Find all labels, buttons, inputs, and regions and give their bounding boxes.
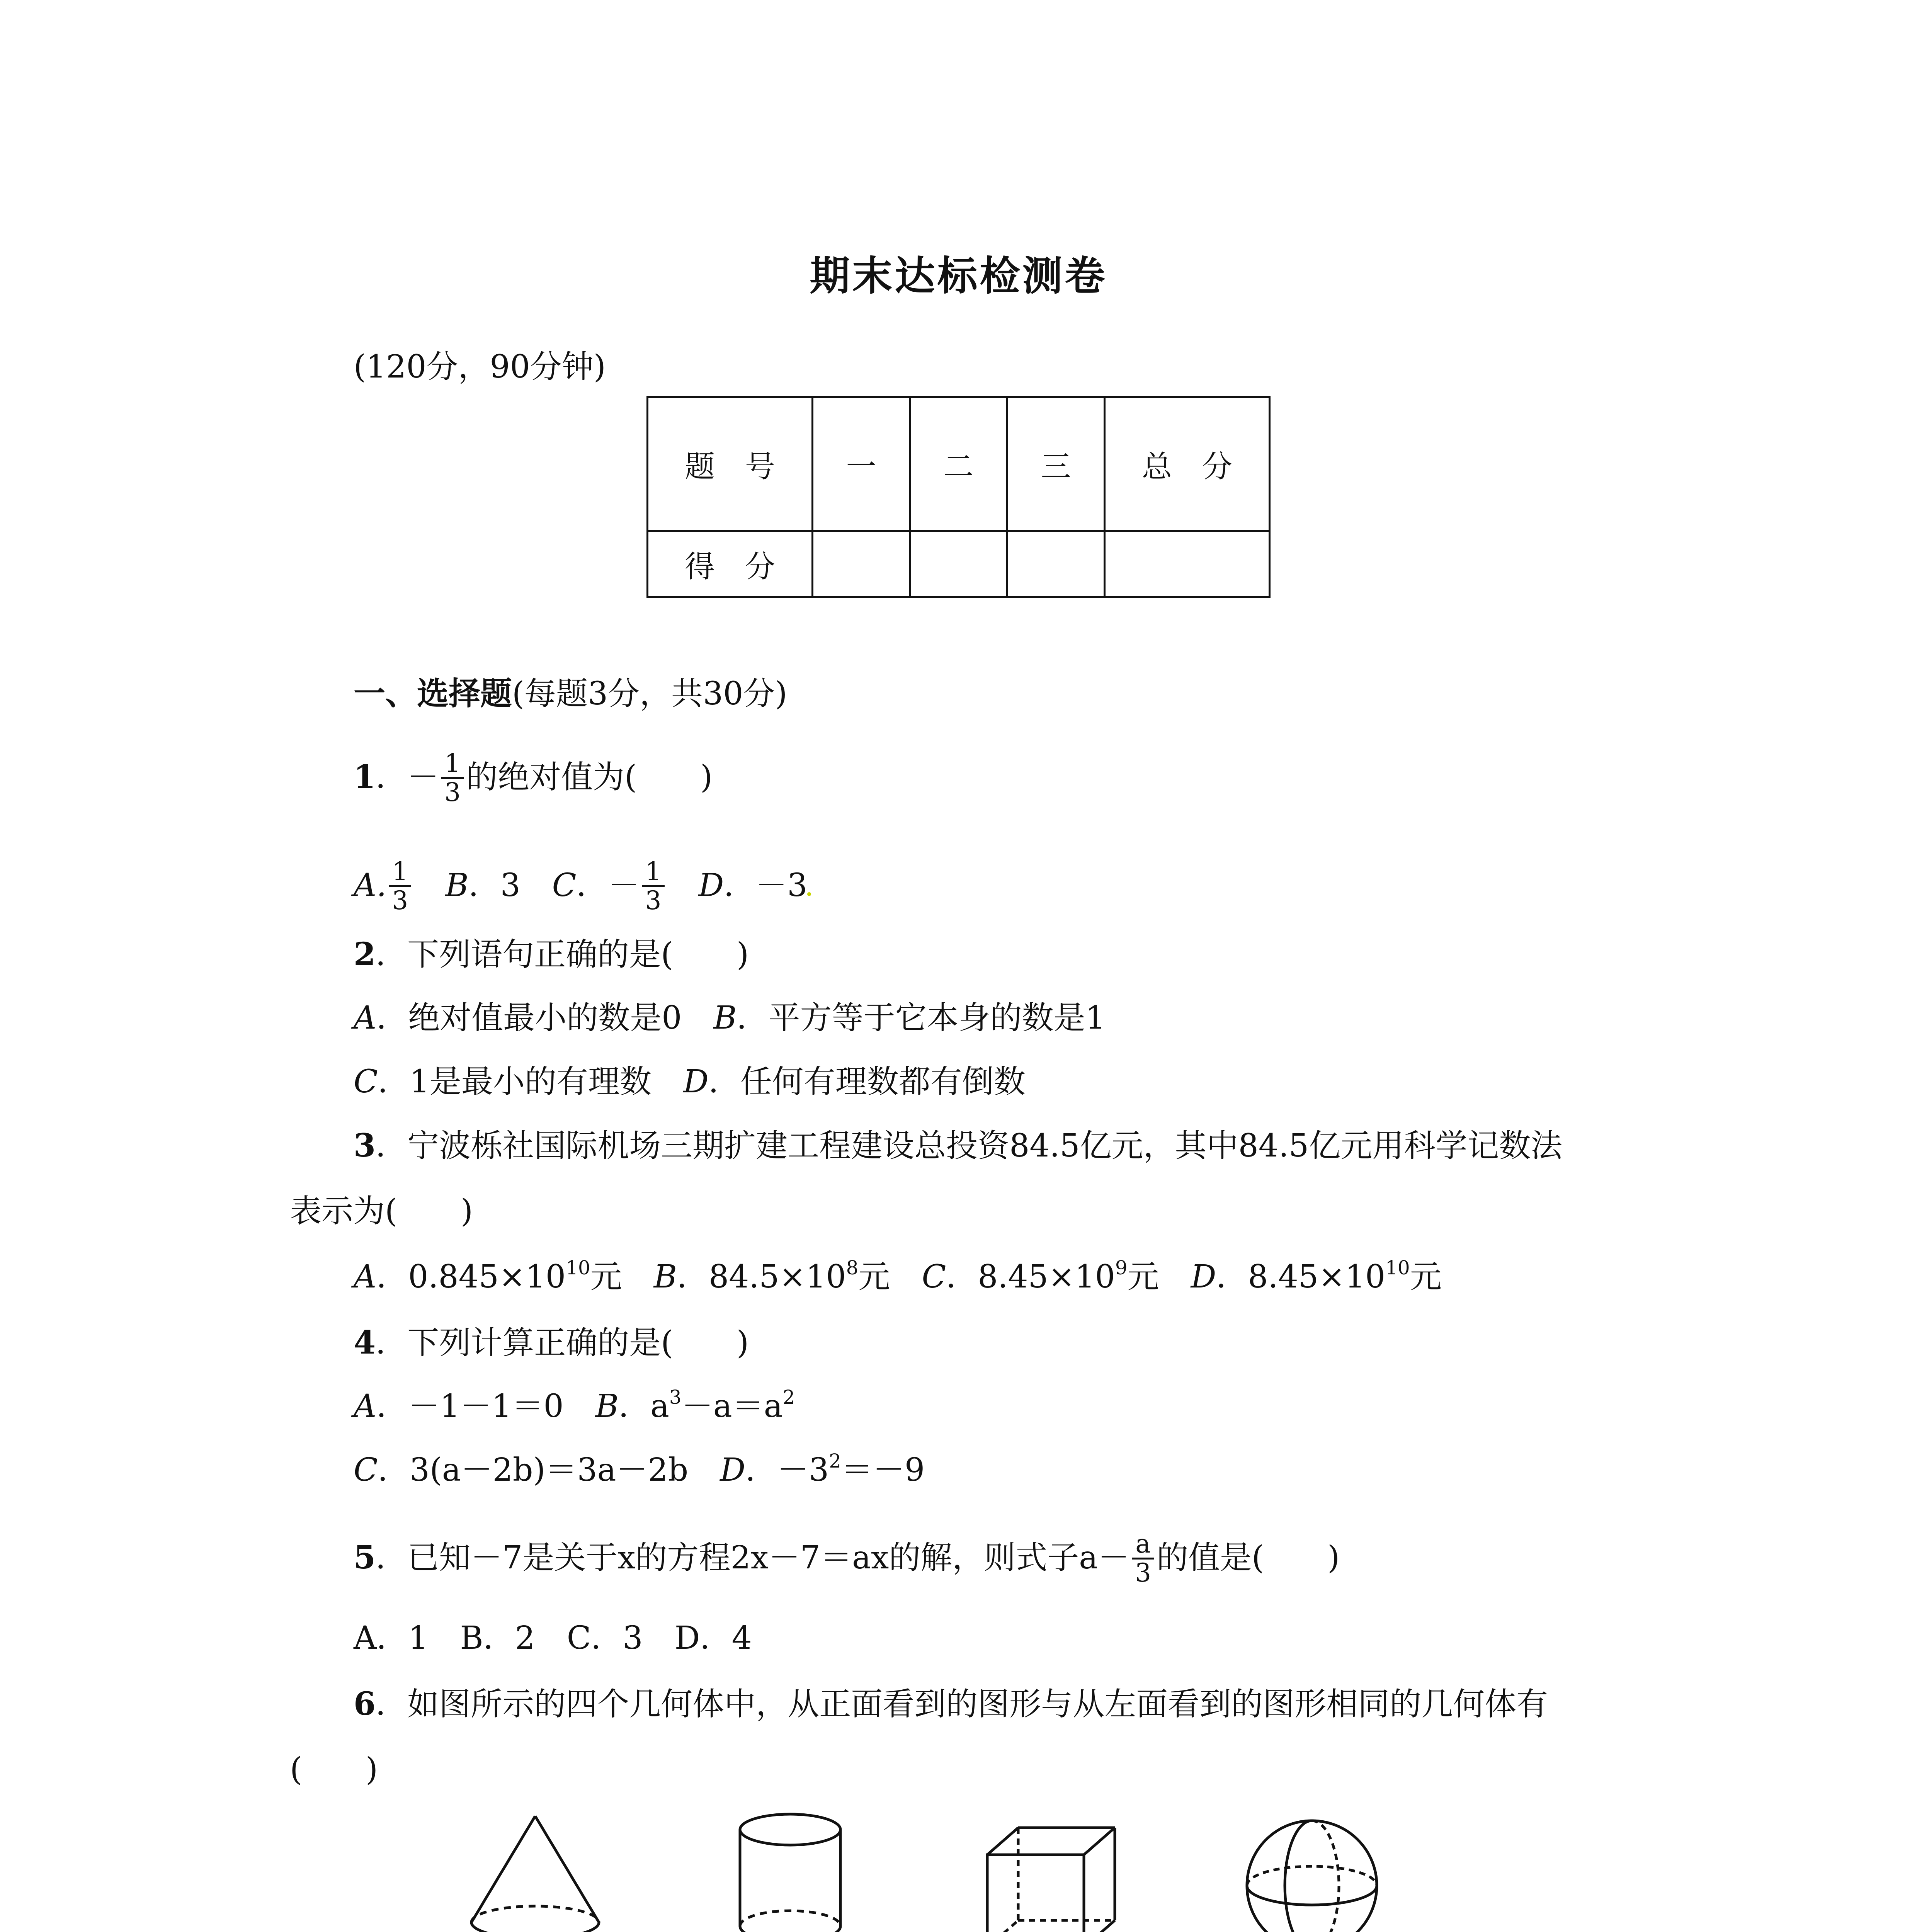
fraction-denominator: 3	[645, 886, 662, 915]
exponent: 10	[1385, 1256, 1410, 1279]
question-number: 5	[354, 1539, 376, 1576]
question-number: 4	[354, 1324, 376, 1361]
section-title: 一、选择题	[354, 675, 512, 712]
exponent: 2	[829, 1449, 841, 1472]
exponent: 8	[846, 1256, 859, 1279]
exponent: 3	[669, 1386, 682, 1408]
option-text: ．8.45×10	[946, 1259, 1115, 1295]
question-stem: ．宁波栎社国际机场三期扩建工程建设总投资84.5亿元，其中84.5亿元用科学记数法	[376, 1128, 1563, 1164]
option-label: B	[713, 1000, 737, 1036]
exponent: 2	[782, 1386, 795, 1408]
option-label: A	[354, 1259, 377, 1295]
option-label: C	[354, 1063, 378, 1100]
question-number: 2	[354, 936, 376, 973]
question-3	[354, 1124, 1562, 1167]
fraction-denominator: 3	[1135, 1558, 1152, 1588]
question-5	[354, 1529, 1340, 1588]
option-label: C	[922, 1259, 946, 1295]
page-title: 期末达标检测卷	[810, 252, 1107, 299]
option-text: －a＝a	[681, 1388, 783, 1425]
option-label: D	[1191, 1259, 1216, 1295]
question-number: 1	[354, 759, 376, 796]
option-label: C	[354, 1452, 378, 1488]
option-text: ．0.845×10	[376, 1259, 566, 1295]
score-col-total: 总 分	[1105, 397, 1270, 531]
option-text: ．－	[576, 867, 640, 904]
cone-figure	[462, 1812, 609, 1932]
option-label: B	[653, 1259, 677, 1295]
option-label: D	[683, 1063, 709, 1100]
score-col-3: 三	[1007, 397, 1105, 531]
score-cell[interactable]	[813, 531, 910, 597]
option-text: ．－3	[724, 867, 808, 904]
unit: 元	[590, 1259, 622, 1295]
option-label: C	[552, 867, 577, 904]
score-col-2: 二	[910, 397, 1007, 531]
question-2-options-cd	[354, 1061, 1026, 1103]
exponent: 10	[566, 1256, 590, 1279]
score-head-label: 题 号	[648, 397, 813, 531]
sphere-figure	[1242, 1816, 1381, 1932]
exam-meta: (120分，90分钟)	[354, 349, 606, 385]
option-text: ．1是最小的有理数	[378, 1063, 651, 1100]
score-cell[interactable]	[1105, 531, 1270, 597]
speck-mark	[807, 892, 811, 896]
question-2-options-ab	[354, 997, 1106, 1039]
cube-figure	[983, 1824, 1123, 1932]
question-6	[354, 1683, 1548, 1726]
fraction-numerator: 1	[642, 858, 665, 887]
option-label: D	[698, 867, 724, 904]
option-text: ．－1－1＝0	[376, 1388, 564, 1425]
question-stem: ．如图所示的四个几何体中，从正面看到的图形与从左面看到的图形相同的几何体有	[376, 1686, 1548, 1723]
question-stem: ．已知－7是关于x的方程2x－7＝ax的解，则式子a－	[376, 1539, 1130, 1576]
option-label: B	[595, 1388, 619, 1425]
question-stem: ．下列计算正确的是( )	[376, 1325, 749, 1361]
question-number: 3	[354, 1127, 376, 1164]
score-cell[interactable]	[910, 531, 1007, 597]
option-text: ．3(a－2b)＝3a－2b	[378, 1452, 689, 1488]
question-1-options	[354, 857, 811, 916]
option-label: A.	[354, 867, 387, 904]
fraction-numerator: a	[1132, 1531, 1154, 1560]
unit: 元	[1127, 1259, 1159, 1295]
question-2	[354, 933, 749, 976]
fraction	[389, 858, 411, 914]
fraction-numerator: 1	[389, 858, 411, 887]
option-label: D	[720, 1452, 745, 1488]
fraction-numerator: 1	[441, 750, 464, 779]
fraction	[1132, 1531, 1154, 1587]
question-stem: 的绝对值为( )	[466, 759, 713, 796]
question-5-options: A．1 B．2 C．3 D．4	[354, 1620, 752, 1656]
question-4	[354, 1321, 749, 1364]
question-1: 1．－ $\frac{1}{3}$ 的绝对值为( )	[354, 748, 713, 807]
option-label: A	[354, 1388, 377, 1425]
cylinder-figure	[732, 1808, 848, 1932]
option-text: ．任何有理数都有倒数	[708, 1063, 1026, 1100]
option-label: B	[445, 867, 469, 904]
question-3-stem-cont: 表示为( )	[290, 1193, 473, 1230]
exponent: 9	[1115, 1256, 1128, 1279]
question-3-options	[354, 1256, 1442, 1298]
question-6-stem-cont: ( )	[290, 1751, 378, 1788]
fraction	[642, 858, 665, 914]
option-text: ．3	[468, 867, 520, 904]
fraction	[441, 750, 464, 806]
option-label: A	[354, 1000, 377, 1036]
option-text: ．绝对值最小的数是0	[376, 1000, 682, 1036]
section-heading	[354, 672, 788, 715]
option-text: ．平方等于它本身的数是1	[737, 1000, 1106, 1036]
score-col-1: 一	[813, 397, 910, 531]
minus-sign: －	[407, 759, 439, 796]
option-text: ．－3	[745, 1452, 829, 1488]
question-4-options-cd	[354, 1449, 925, 1492]
question-stem: 的值是( )	[1157, 1539, 1340, 1576]
unit: 元	[1410, 1259, 1442, 1295]
fraction-denominator: 3	[392, 886, 408, 915]
fraction-denominator: 3	[444, 777, 461, 807]
option-text: ．a	[619, 1388, 669, 1425]
unit: 元	[858, 1259, 890, 1295]
score-table	[646, 396, 1271, 598]
question-4-options-ab	[354, 1385, 795, 1428]
score-row-label: 得 分	[648, 531, 813, 597]
question-number: 6	[354, 1685, 376, 1723]
section-note: (每题3分，共30分)	[512, 675, 788, 712]
option-text: ．84.5×10	[677, 1259, 846, 1295]
score-cell[interactable]	[1007, 531, 1105, 597]
option-text: ＝－9	[841, 1452, 925, 1488]
option-text: ．8.45×10	[1216, 1259, 1386, 1295]
question-stem: ．下列语句正确的是( )	[376, 936, 749, 973]
